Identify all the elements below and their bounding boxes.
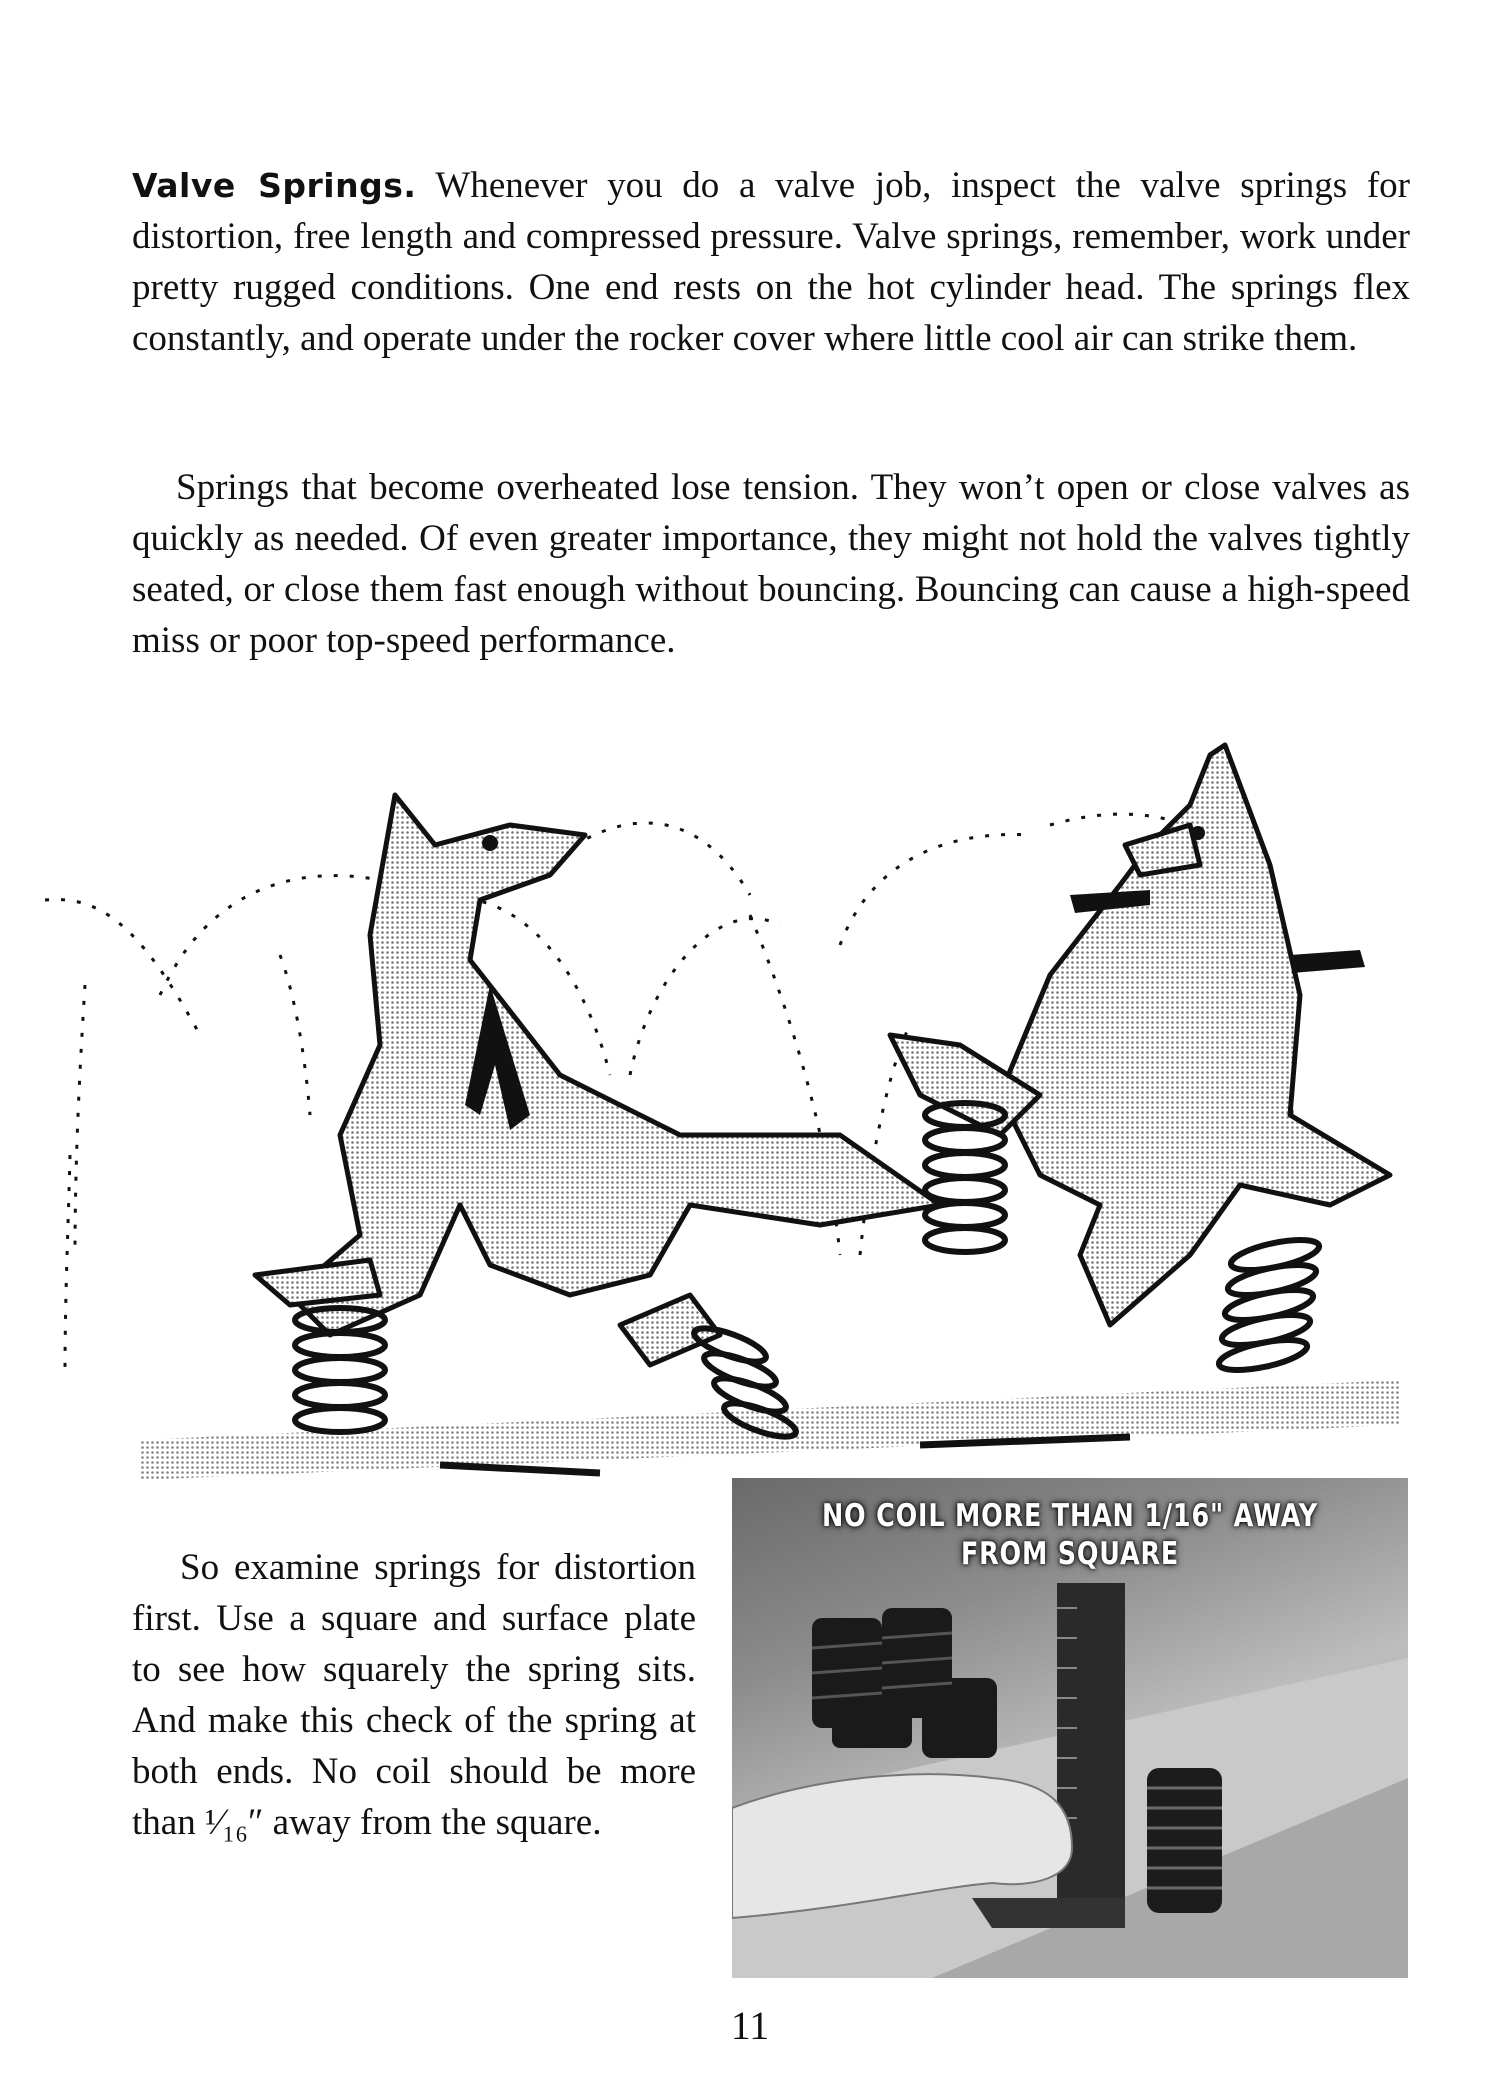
photo-caption-line-1: NO COIL MORE THAN 1/16" AWAY xyxy=(821,1498,1319,1534)
paragraph-valve-springs xyxy=(132,160,1410,364)
section-heading: Valve Springs. xyxy=(132,166,417,205)
paragraph-body: Whenever you do a valve job, inspect the valve springs for distortion, free length and compressed pressure. Valve springs, remember, work under pretty rugged conditions. One end rests on the hot cylinder head. The springs flex constantly, and operate under the rocker cover where little cool air can strike them. xyxy=(132,165,1411,359)
paragraph-examine-distortion: So examine springs for distortion first. Use a square and surface plate to see how squarely the spring sits. And make this check of the spring at both ends. No coil should be more than ¹⁄₁₆″ away from the square. xyxy=(132,1547,696,1843)
paragraph-overheated-springs: Springs that become overheated lose tension. They won’t open or close valves as quickly as needed. Of even greater importance, they might not hold the valves tightly seated, or close them fast enough without bouncing. Bouncing can cause a high-speed miss or poor top-speed performance. xyxy=(132,467,1410,661)
page-number: 11 xyxy=(730,2003,770,2048)
photo-caption-line-2: FROM SQUARE xyxy=(960,1536,1180,1572)
kangaroo-cartoon-illustration xyxy=(40,735,1440,1480)
spring-square-photo xyxy=(732,1478,1408,1978)
